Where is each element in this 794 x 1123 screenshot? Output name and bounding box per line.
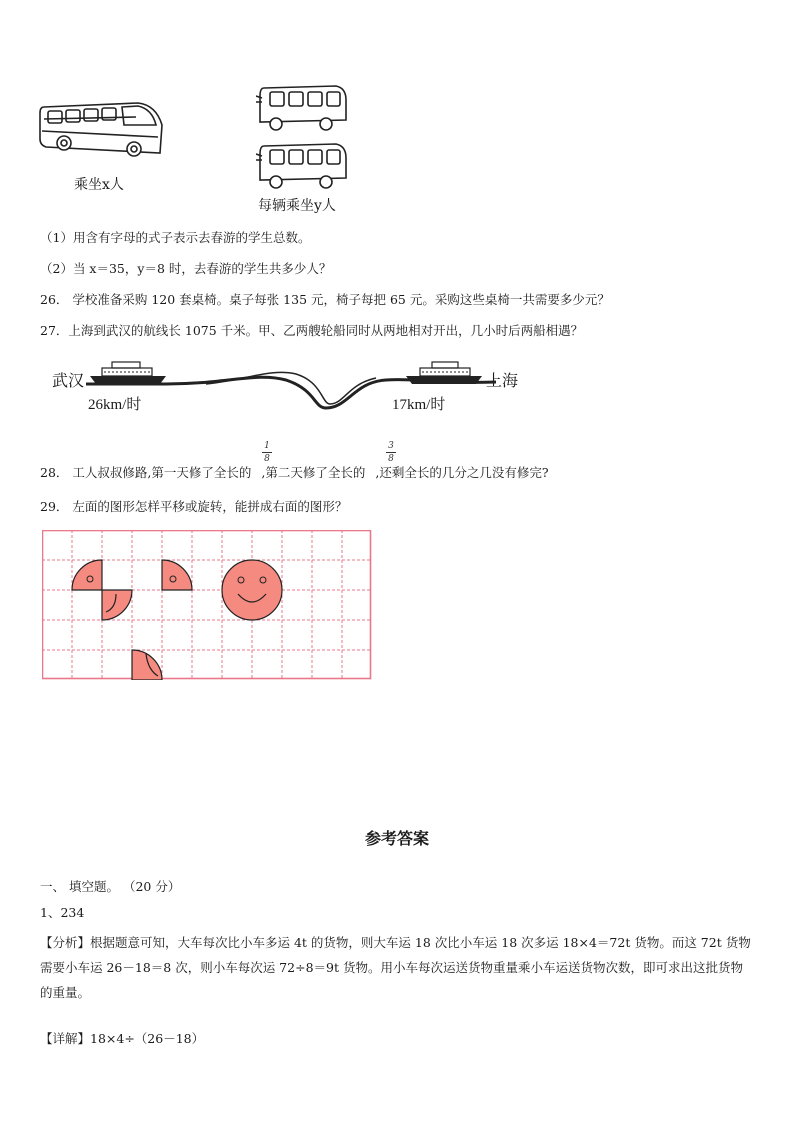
answers-section-heading: 一、 填空题。 （20 分） — [40, 879, 181, 894]
question-27: 27．上海到武汉的航线长 1075 千米。甲、乙两艘轮船同时从两地相对开出，几小时后两船相遇？ — [40, 323, 584, 338]
ship-right-icon — [404, 360, 486, 386]
answers-title: 参考答案 — [364, 829, 429, 848]
city-shanghai: 上海 — [486, 371, 519, 390]
question-28: 28． 工人叔叔修路,第一天修了全长的 ,第二天修了全长的 ,还剩全长的几分之几没有修完? — [40, 465, 549, 480]
fraction-three-eighths: 3 8 — [386, 441, 396, 464]
ship-left-icon — [88, 360, 170, 386]
quarter-piece-b — [102, 590, 132, 620]
minibus-caption: 每辆乘坐y人 — [258, 198, 336, 214]
speed-right: 17km/时 — [392, 397, 446, 413]
bus-caption: 乘坐x人 — [74, 177, 124, 193]
bus-illustration — [38, 95, 166, 167]
minibus-illustration-bottom — [256, 140, 348, 192]
question-25-part-2: （2）当 x＝35，y＝8 时，去春游的学生共多少人？ — [40, 261, 332, 276]
question-29: 29． 左面的图形怎样平移或旋转，能拼成右面的图形？ — [40, 499, 348, 514]
quarter-piece-c — [162, 560, 192, 590]
shape-grid — [42, 530, 372, 680]
speed-left: 26km/时 — [88, 397, 142, 413]
quarter-piece-a — [72, 560, 102, 590]
question-26: 26． 学校准备采购 120 套桌椅。桌子每张 135 元，椅子每把 65 元。采购这些桌椅一共需要多少元？ — [40, 292, 610, 307]
city-wuhan: 武汉 — [52, 371, 85, 390]
fraction-one-eighth: 1 8 — [262, 441, 272, 464]
minibus-illustration-top — [256, 82, 348, 134]
answer-item-1: 1、234 — [40, 905, 85, 920]
answer-analysis: 【分析】根据题意可知，大车每次比小车多运 4t 的货物，则大车运 18 次比小车运 18 次多运 18×4＝72t 货物。而这 72t 货物需要小车运 26－18＝8 次，则小车每次运 72÷8＝9t 货物。用小车每次运送货物重量乘小车运送货物次数，即可求出这批货物的重量。 — [40, 935, 751, 1000]
answer-detail: 【详解】18×4÷（26－18） — [40, 1031, 205, 1046]
smiley-face-icon — [222, 560, 282, 620]
question-25-part-1: （1）用含有字母的式子表示去春游的学生总数。 — [40, 230, 311, 245]
